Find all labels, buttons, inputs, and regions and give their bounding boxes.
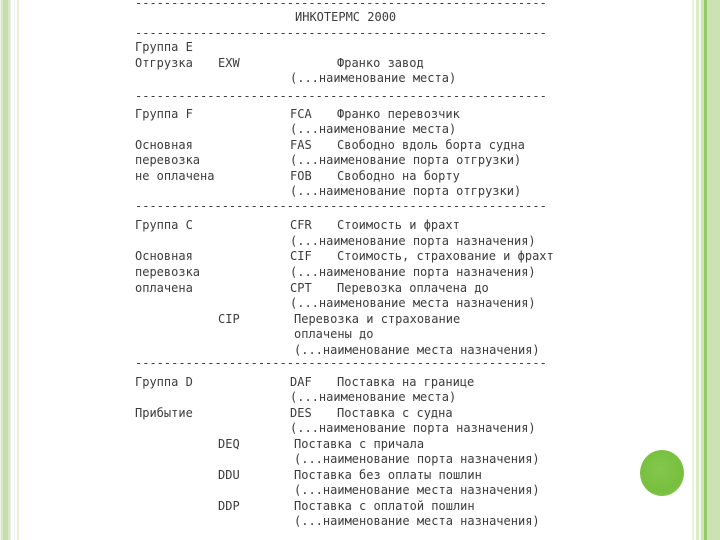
text-line [0, 55, 720, 71]
code-inner-cell: DDP [218, 498, 240, 513]
text-line [0, 137, 720, 153]
text-line [0, 152, 720, 168]
desc-cell: Свободно на борту [337, 168, 460, 183]
desc-cell: Франко перевозчик [337, 106, 460, 121]
text-line [0, 389, 720, 405]
code-cell: DAF [290, 374, 312, 389]
desc-inner-cell: (...наименование места назначения) [294, 342, 540, 357]
text-line [0, 248, 720, 264]
desc-inner-cell: (...наименование места назначения) [294, 483, 540, 497]
text-line [0, 311, 720, 327]
separator-dashes: --------------------------------------------------------- [135, 356, 547, 370]
text-line [0, 451, 720, 467]
text-line [0, 264, 720, 280]
desc-cell: Поставка с судна [337, 405, 453, 420]
paren-cell: (...наименование места) [290, 390, 457, 404]
separator-dashes: --------------------------------------------------------- [135, 0, 547, 10]
text-line [0, 498, 720, 514]
text-line [0, 217, 720, 233]
code-cell: FOB [290, 168, 312, 183]
group-cell: Группа D [135, 374, 193, 389]
desc-cell: Поставка на границе [337, 374, 475, 389]
text-line [0, 420, 720, 436]
group-cell: перевозка [135, 264, 201, 279]
code-cell: DES [290, 405, 312, 420]
desc-cell: Стоимость, страхование и фрахт [337, 249, 554, 263]
desc-inner-cell: Поставка с причала [294, 436, 425, 451]
text-line [0, 467, 720, 483]
text-line [0, 183, 720, 199]
desc-cell: Свободно вдоль борта судна [337, 137, 525, 152]
slide-title: ИНКОТЕРМС 2000 [295, 10, 397, 24]
group-cell: Группа F [135, 106, 193, 121]
code-inner-cell: DEQ [218, 436, 240, 451]
text-line [0, 70, 720, 86]
text-line [0, 106, 720, 122]
group-cell: Основная [135, 137, 193, 152]
text-line [0, 326, 720, 342]
group-cell: Группа E [135, 40, 193, 54]
code-cell: FAS [290, 137, 312, 152]
paren-cell: (...наименование порта назначения) [290, 233, 536, 248]
paren-cell: (...наименование порта назначения) [290, 421, 536, 435]
desc-inner-cell: (...наименование места назначения) [294, 514, 540, 528]
text-line [0, 374, 720, 390]
separator-line [0, 198, 720, 214]
paren-cell: (...наименование места) [290, 122, 457, 136]
text-line [0, 121, 720, 137]
accent-circle [640, 450, 684, 496]
text-line [0, 168, 720, 184]
desc-inner-cell: Поставка без оплаты пошлин [294, 467, 482, 482]
group-cell: Прибытие [135, 405, 193, 420]
paren-cell: (...наименование порта отгрузки) [290, 153, 522, 167]
group-cell: оплачена [135, 280, 193, 295]
separator-line [0, 355, 720, 371]
code-cell: CFR [290, 217, 312, 232]
separator-dashes: --------------------------------------------------------- [135, 26, 547, 40]
text-line [0, 9, 720, 25]
group-cell: Группа C [135, 217, 193, 232]
text-line [0, 280, 720, 296]
group-cell: Основная [135, 249, 193, 263]
text-line [0, 295, 720, 311]
text-line [0, 513, 720, 529]
desc-cell: Стоимость и фрахт [337, 217, 460, 232]
paren-cell: (...наименование порта назначения) [290, 264, 536, 279]
desc-inner-cell: (...наименование порта назначения) [294, 452, 540, 466]
separator-line [0, 88, 720, 104]
code-cell: CPT [290, 280, 312, 295]
group-cell: не оплачена [135, 168, 215, 183]
text-line [0, 405, 720, 421]
desc-inner-cell: Поставка с оплатой пошлин [294, 498, 475, 513]
paren-cell: (...наименование порта отгрузки) [290, 184, 522, 198]
code-inner-cell: EXW [218, 55, 240, 70]
desc-cell: Перевозка оплачена до [337, 280, 489, 295]
group-cell: Отгрузка [135, 55, 193, 70]
text-line [0, 436, 720, 452]
separator-dashes: --------------------------------------------------------- [135, 199, 547, 213]
desc-inner-cell: Перевозка и страхование [294, 311, 461, 326]
code-cell: CIF [290, 249, 312, 263]
paren-cell: (...наименование места назначения) [290, 296, 536, 310]
text-line [0, 39, 720, 55]
desc-cell: Франко завод [337, 55, 424, 70]
paren-cell: (...наименование места) [290, 71, 457, 85]
desc-inner-cell: оплачены до [294, 327, 374, 341]
text-line [0, 233, 720, 249]
separator-dashes: --------------------------------------------------------- [135, 88, 547, 103]
code-cell: FCA [290, 106, 312, 121]
text-line [0, 482, 720, 498]
code-inner-cell: DDU [218, 467, 240, 482]
group-cell: перевозка [135, 153, 201, 167]
code-inner-cell: CIP [218, 311, 240, 326]
